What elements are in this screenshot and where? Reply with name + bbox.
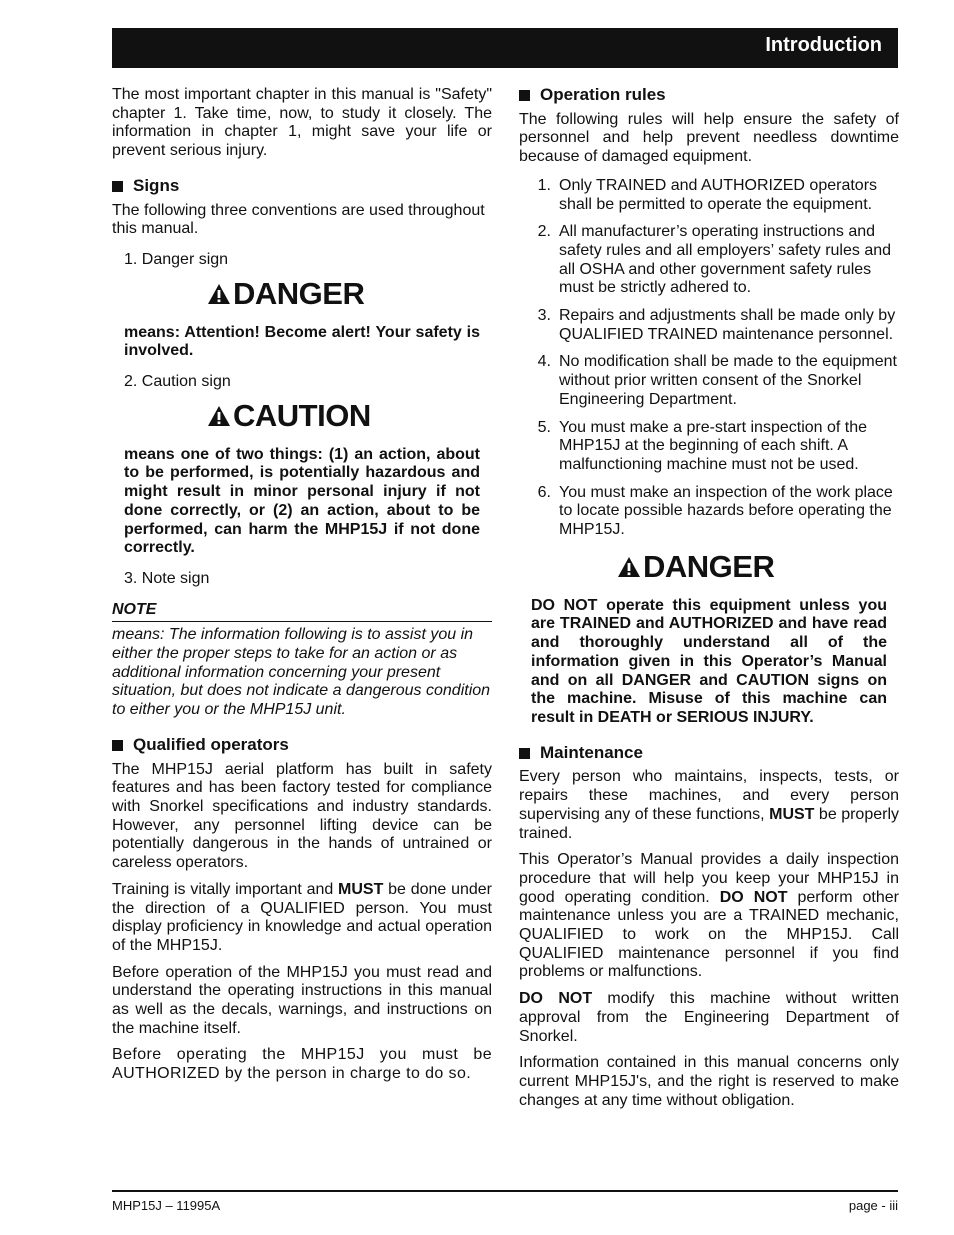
operation-rules-heading <box>519 86 899 105</box>
maintenance-p2-text-b: perform other maintenance unless you are a TRAINED mechanic, QUALIFIED to work on the MHP15J. Call QUALIFIED maintenance personnel if you find problems or malfunctions. <box>519 888 900 981</box>
qualified-paragraph-3: Before operation of the MHP15J you must read and understand the operating instructions in this manual as well as the decals, warnings, and instructions on the machine itself. <box>112 963 492 1037</box>
qualified-paragraph-2 <box>112 881 492 956</box>
maintenance-p3-text: modify this machine without written approval from the Engineering Department of Snorkel. <box>519 990 900 1045</box>
left-column <box>112 86 492 1092</box>
warning-triangle-icon <box>207 283 231 305</box>
list-item <box>519 353 899 409</box>
footer-page-number: page - iii <box>848 1198 898 1213</box>
note-heading: NOTE <box>112 601 492 623</box>
rule-number: 2. <box>537 223 551 241</box>
operation-danger-heading: DANGER <box>643 548 775 584</box>
maintenance-heading-text: Maintenance <box>540 742 643 762</box>
maintenance-paragraph-4: Information contained in this manual concerns only current MHP15J's, and the right is reserved to make changes at any time without obligation. <box>519 1054 899 1109</box>
operation-danger-sign <box>617 549 899 585</box>
square-bullet-icon <box>519 748 530 759</box>
maintenance-p1-bold: MUST <box>769 805 815 823</box>
rule-number: 4. <box>537 353 551 371</box>
footer-document-id: MHP15J – 11995A <box>112 1198 221 1213</box>
maintenance-paragraph-1 <box>519 768 899 843</box>
note-sign-label: 3. Note sign <box>124 569 210 587</box>
maintenance-paragraph-3 <box>519 990 899 1046</box>
rule-text: Repairs and adjustments shall be made only by QUALIFIED TRAINED maintenance personnel. <box>559 307 896 343</box>
square-bullet-icon <box>112 740 123 751</box>
square-bullet-icon <box>112 181 123 192</box>
qualified-p2-bold: MUST <box>338 880 384 898</box>
qualified-operators-heading <box>112 736 492 755</box>
rule-text: No modification shall be made to the equipment without prior written consent of the Snorkel Engineering Department. <box>559 353 897 408</box>
rule-text: You must make an inspection of the work place to locate possible hazards before operating the MHP15J. <box>559 483 893 539</box>
operation-rules-list <box>519 177 899 540</box>
operation-rules-intro: The following rules will help ensure the safety of personnel and help prevent needless downtime because of damaged equipment. <box>519 110 899 166</box>
qualified-paragraph-1: The MHP15J aerial platform has built in safety features and has been factory tested for compliance with Snorkel specifications and industry standards. However, any personnel lifting device can be potentially dangerous in the hands of untrained or careless operators. <box>112 760 492 872</box>
rule-number: 1. <box>537 176 551 194</box>
caution-sign-label: 2. Caution sign <box>124 373 231 391</box>
list-item <box>519 177 899 214</box>
signs-heading-text: Signs <box>133 175 180 195</box>
rule-number: 5. <box>537 418 551 436</box>
qualified-operators-heading-text: Qualified operators <box>133 734 289 754</box>
operation-danger-text: DO NOT operate this equipment unless you are TRAINED and AUTHORIZED and have read and thoroughly understand all of the information given in this Operator’s Manual and on all DANGER and CAUTION signs on the machine. Misuse of this machine can result in DEATH or SERIOUS INJURY. <box>531 596 887 726</box>
signs-intro: The following three conventions are used throughout this manual. <box>112 201 485 238</box>
page-title: Introduction <box>765 34 882 56</box>
warning-triangle-icon <box>207 405 231 427</box>
maintenance-p2-text-a: This Operator’s Manual provides a daily inspection procedure that will help you keep your MHP15J in good operating condition. <box>519 851 899 906</box>
maintenance-p1-text-a: Every person who maintains, inspects, tests, or repairs these machines, and every person supervising any of these functions, <box>519 768 899 823</box>
signs-heading <box>112 177 492 196</box>
operation-rules-heading-text: Operation rules <box>540 85 666 104</box>
danger-sign-text: means: Attention! Become alert! Your safety is involved. <box>124 323 480 360</box>
footer-divider <box>112 1190 898 1192</box>
maintenance-heading <box>519 744 899 763</box>
maintenance-p1-text-b: be properly trained. <box>519 805 900 842</box>
note-text: means: The information following is to assist you in either the proper steps to take for an action or as additional information concerning your present situation, but does not indicate a dangerous condition to either you or the MHP15J unit. <box>112 626 491 719</box>
caution-sign-text: means one of two things: (1) an action, about to be performed, is potentially hazardous and might result in minor personal injury if not done correctly, or (2) an action, about to be performed, can harm the MHP15J if not done correctly. <box>124 445 480 557</box>
warning-triangle-icon <box>617 556 641 578</box>
maintenance-paragraph-2 <box>519 851 899 982</box>
list-item <box>519 484 899 540</box>
rule-text: Only TRAINED and AUTHORIZED operators shall be permitted to operate the equipment. <box>559 176 878 213</box>
right-column <box>519 86 899 1118</box>
list-item <box>519 307 899 344</box>
qualified-p2-text-a: Training is vitally important and <box>112 880 339 898</box>
caution-sign <box>207 398 492 434</box>
rule-number: 6. <box>537 483 551 501</box>
intro-paragraph: The most important chapter in this manual is "Safety" chapter 1. Take time, now, to study it closely. The information in chapter 1, might save your life or prevent serious injury. <box>112 86 492 160</box>
list-item <box>519 419 899 475</box>
qualified-p2-text-b: be done under the direction of a QUALIFIED person. You must display proficiency in knowledge and actual operation of the MHP15J. <box>112 880 492 954</box>
maintenance-p3-bold: DO NOT <box>519 990 593 1008</box>
caution-sign-heading: CAUTION <box>233 397 371 433</box>
list-item <box>519 223 899 298</box>
maintenance-p2-bold: DO NOT <box>719 888 788 906</box>
danger-sign-label: 1. Danger sign <box>124 250 229 268</box>
danger-sign-heading: DANGER <box>233 275 365 311</box>
square-bullet-icon <box>519 90 530 101</box>
rule-text: You must make a pre-start inspection of the MHP15J at the beginning of each shift. A malfunctioning machine must not be used. <box>559 418 868 473</box>
rule-text: All manufacturer’s operating instructions and safety rules and all employers’ safety rules and all OSHA and other government safety rules must be strictly adhered to. <box>559 223 892 297</box>
qualified-paragraph-4: Before operating the MHP15J you must be AUTHORIZED by the person in charge to do so. <box>112 1046 492 1083</box>
rule-number: 3. <box>537 307 551 325</box>
header-bar <box>112 28 898 68</box>
danger-sign <box>207 276 492 312</box>
